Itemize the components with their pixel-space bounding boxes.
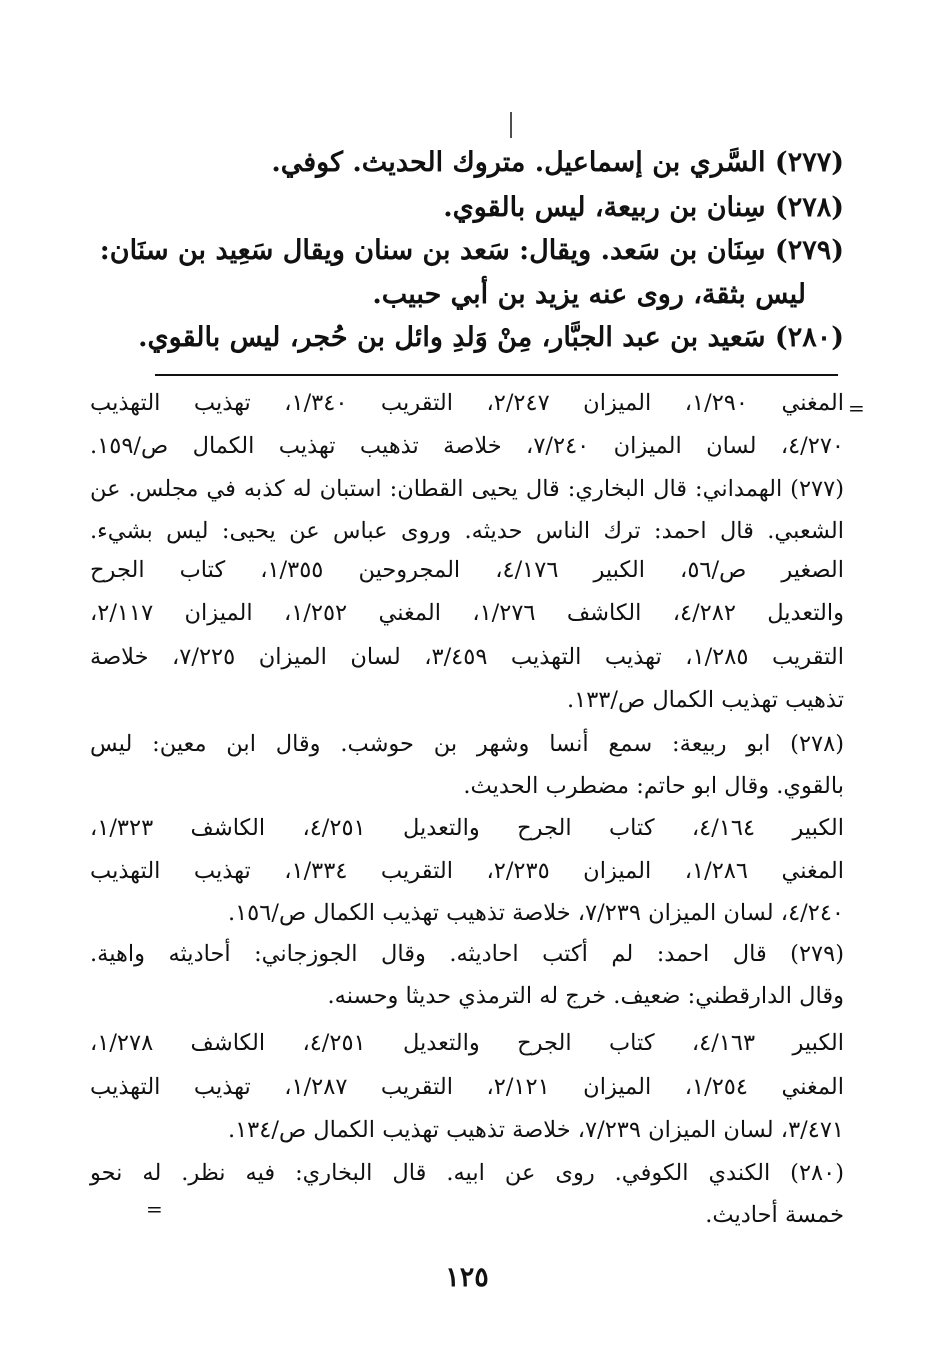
main-entry-278: (٢٧٨) سِنان بن ربيعة، ليس بالقوي. (443, 192, 844, 223)
footnote-line: خمسة أحاديث. (705, 1202, 844, 1228)
footnote-line: ٤/٢٧٠، لسان الميزان ٧/٢٤٠، خلاصة تذهيب تهذيب الكمال ص/١٥٩. (90, 433, 845, 459)
footnote-line: (٢٧٨) ابو ربيعة: سمع أنسا وشهر بن حوشب. وقال ابن معين: ليس (90, 731, 844, 757)
footnote-line: الشعبي. قال احمد: ترك الناس حديثه. وروى عباس عن يحيى: ليس بشيء. (90, 518, 844, 544)
continuation-mark-top: = (848, 396, 865, 420)
main-entry-279-continued: ليس بثقة، روى عنه يزيد بن أبي حبيب. (372, 279, 806, 310)
footnote-separator (155, 374, 838, 376)
page-number: ١٢٥ (445, 1262, 489, 1293)
footnote-line: بالقوي. وقال ابو حاتم: مضطرب الحديث. (463, 773, 844, 799)
footnote-line: الصغير ص/٥٦، الكبير ٤/١٧٦، المجروحين ١/٣٥٥، كتاب الجرح (90, 557, 844, 583)
continuation-mark-bottom: = (146, 1197, 163, 1221)
main-entry-277: (٢٧٧) السَّري بن إسماعيل. متروك الحديث. كوفي. (271, 147, 844, 178)
footnote-line: والتعديل ٤/٢٨٢، الكاشف ١/٢٧٦، المغني ١/٢٥٢، الميزان ٢/١١٧، (90, 600, 844, 626)
footnote-line: تذهيب تهذيب الكمال ص/١٣٣. (566, 687, 844, 713)
main-entry-280: (٢٨٠) سَعيد بن عبد الجبَّار، مِنْ وَلدِ وائل بن حُجر، ليس بالقوي. (138, 322, 844, 353)
footnote-line: المغني ١/٢٨٦، الميزان ٢/٢٣٥، التقريب ١/٣٣٤، تهذيب التهذيب (90, 858, 844, 884)
page-crease-mark (510, 112, 512, 138)
footnote-line: ٣/٤٧١، لسان الميزان ٧/٢٣٩، خلاصة تذهيب تهذيب الكمال ص/١٣٤. (227, 1117, 844, 1143)
footnote-line: الكبير ٤/١٦٤، كتاب الجرح والتعديل ٤/٢٥١، الكاشف ١/٣٢٣، (90, 815, 844, 841)
footnote-line: التقريب ١/٢٨٥، تهذيب التهذيب ٣/٤٥٩، لسان الميزان ٧/٢٢٥، خلاصة (90, 644, 845, 670)
footnote-line: المغني ١/٢٩٠، الميزان ٢/٢٤٧، التقريب ١/٣٤٠، تهذيب التهذيب (90, 390, 844, 416)
footnote-line: (٢٧٩) قال احمد: لم أكتب احاديثه. وقال الجوزجاني: أحاديثه واهية. (90, 941, 844, 967)
main-entry-279: (٢٧٩) سِنَان بن سَعد. ويقال: سَعد بن سنان ويقال سَعِيد بن سنَان: (99, 235, 844, 266)
footnote-line: الكبير ٤/١٦٣، كتاب الجرح والتعديل ٤/٢٥١، الكاشف ١/٢٧٨، (90, 1030, 844, 1056)
footnote-line: ٤/٢٤٠، لسان الميزان ٧/٢٣٩، خلاصة تذهيب تهذيب الكمال ص/١٥٦. (227, 900, 844, 926)
footnote-line: المغني ١/٢٥٤، الميزان ٢/١٢١، التقريب ١/٢٨٧، تهذيب التهذيب (90, 1074, 844, 1100)
footnote-line: وقال الدارقطني: ضعيف. خرج له الترمذي حديثا وحسنه. (327, 983, 844, 1009)
footnote-line: (٢٧٧) الهمداني: قال البخاري: قال يحيى القطان: استبان له كذبه في مجلس. عن (90, 476, 844, 502)
footnote-line: (٢٨٠) الكندي الكوفي. روى عن ابيه. قال البخاري: فيه نظر. له نحو (90, 1160, 844, 1186)
